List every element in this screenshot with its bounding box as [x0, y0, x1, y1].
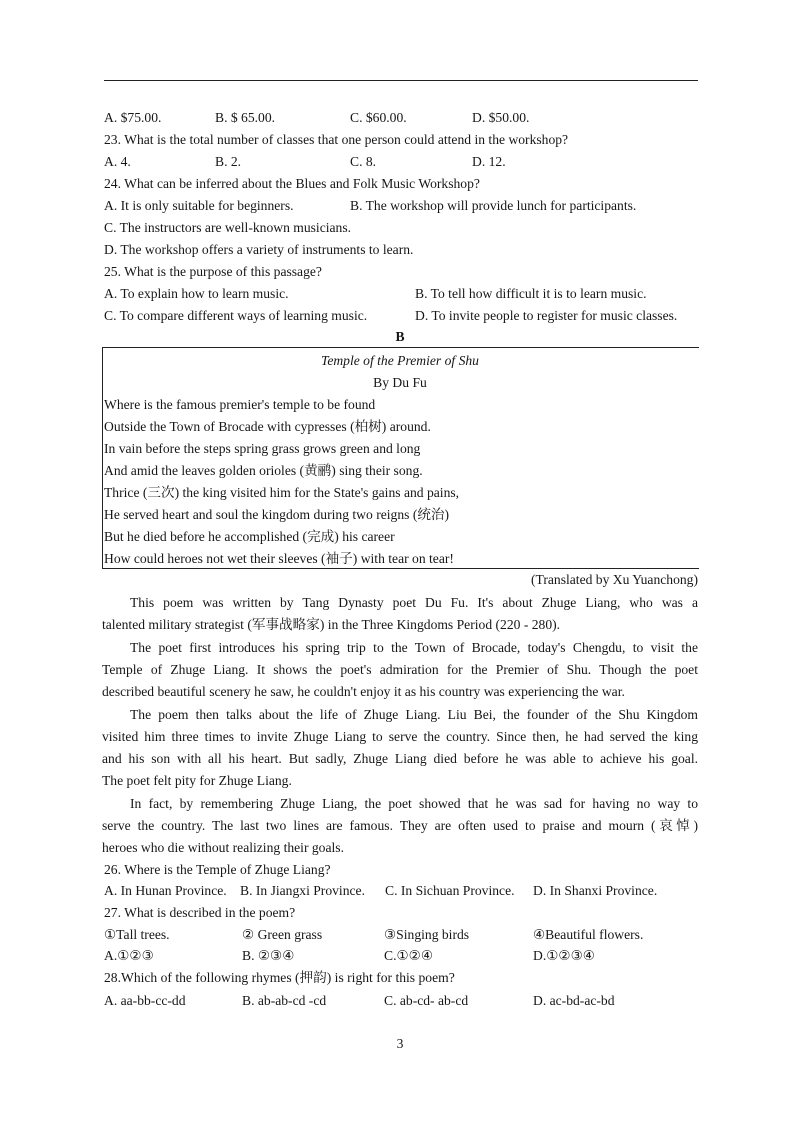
q22-option-c: C. $60.00.: [350, 110, 407, 125]
q28-option-b: B. ab-ab-cd -cd: [242, 993, 327, 1008]
passage-line: In fact, by remembering Zhuge Liang, the poet showed that he was sad for having no way to: [130, 796, 698, 811]
q28-option-c: C. ab-cd- ab-cd: [384, 993, 469, 1008]
header-rule: [104, 80, 698, 81]
poem-line: Thrice (三次) the king visited him for the State's gains and pains,: [104, 485, 460, 500]
poem-line: And amid the leaves golden orioles (黄鹂) sing their song.: [104, 463, 423, 478]
poem-translator: (Translated by Xu Yuanchong): [530, 572, 698, 587]
poem-title: Temple of the Premier of Shu: [321, 353, 479, 368]
q26-option-c: C. In Sichuan Province.: [385, 883, 515, 898]
passage-line: This poem was written by Tang Dynasty poet Du Fu. It's about Zhuge Liang, who was a: [130, 595, 698, 610]
poem-line: Where is the famous premier's temple to be found: [104, 397, 376, 412]
q25-option-d: D. To invite people to register for music classes.: [415, 308, 678, 323]
passage-line: Temple of Zhuge Liang. It shows the poet's admiration for the Premier of Shu. Though the poet: [102, 662, 698, 677]
q23-question: 23. What is the total number of classes that one person could attend in the workshop?: [104, 132, 569, 147]
q27-item: ③Singing birds: [384, 927, 470, 942]
q26-option-b: B. In Jiangxi Province.: [240, 883, 365, 898]
passage-line: heroes who die without realizing their goals.: [102, 840, 344, 855]
section-label: B: [395, 329, 405, 344]
q24-question: 24. What can be inferred about the Blues and Folk Music Workshop?: [104, 176, 480, 191]
q27-option-d: D.①②③④: [533, 948, 595, 963]
q23-option-a: A. 4.: [104, 154, 131, 169]
passage-line: serve the country. The last two lines are famous. They are often used to praise and mourn (哀悼): [102, 818, 698, 833]
q22-option-a: A. $75.00.: [104, 110, 162, 125]
q23-option-d: D. 12.: [472, 154, 506, 169]
poem-line: Outside the Town of Brocade with cypresses (柏树) around.: [104, 419, 431, 434]
q25-question: 25. What is the purpose of this passage?: [104, 264, 322, 279]
q26-option-a: A. In Hunan Province.: [104, 883, 227, 898]
passage-line: The poem then talks about the life of Zhuge Liang. Liu Bei, the founder of the Shu Kingdom: [130, 707, 698, 722]
passage-line: described beautiful scenery he saw, he couldn't enjoy it as his country was experiencing the war.: [102, 684, 625, 699]
passage-line: The poet felt pity for Zhuge Liang.: [102, 773, 292, 788]
passage-line: visited him three times to invite Zhuge Liang to serve the country. Since then, he had served the king: [102, 729, 698, 744]
q25-option-c: C. To compare different ways of learning music.: [104, 308, 368, 323]
q27-option-b: B. ②③④: [242, 948, 295, 963]
q28-question: 28.Which of the following rhymes (押韵) is right for this poem?: [104, 970, 455, 985]
poem-line: He served heart and soul the kingdom during two reigns (统治): [104, 507, 450, 522]
passage-line: The poet first introduces his spring trip to the Town of Brocade, today's Chengdu, to visit the: [130, 640, 698, 655]
q26-option-d: D. In Shanxi Province.: [533, 883, 658, 898]
q25-option-a: A. To explain how to learn music.: [104, 286, 289, 301]
poem-line: In vain before the steps spring grass grows green and long: [104, 441, 421, 456]
q27-question: 27. What is described in the poem?: [104, 905, 296, 920]
passage-line: talented military strategist (军事战略家) in the Three Kingdoms Period (220 - 280).: [102, 617, 561, 632]
passage-line: and his son with all his heart. But sadly, Zhuge Liang died before he was able to achieve his goal.: [102, 751, 698, 766]
q22-option-b: B. $ 65.00.: [215, 110, 276, 125]
q23-option-b: B. 2.: [215, 154, 242, 169]
page-number: 3: [396, 1036, 404, 1051]
q28-option-a: A. aa-bb-cc-dd: [104, 993, 186, 1008]
poem-author: By Du Fu: [373, 375, 427, 390]
q23-option-c: C. 8.: [350, 154, 377, 169]
q27-item: ①Tall trees.: [104, 927, 170, 942]
q27-item: ② Green grass: [242, 927, 323, 942]
q24-option-c: C. The instructors are well-known musicians.: [104, 220, 352, 235]
q28-option-d: D. ac-bd-ac-bd: [533, 993, 615, 1008]
q24-option-d: D. The workshop offers a variety of instruments to learn.: [104, 242, 414, 257]
q27-option-a: A.①②③: [104, 948, 154, 963]
q24-option-a: A. It is only suitable for beginners.: [104, 198, 294, 213]
poem-line: How could heroes not wet their sleeves (袖子) with tear on tear!: [104, 551, 454, 566]
q24-option-b: B. The workshop will provide lunch for participants.: [350, 198, 637, 213]
q27-option-c: C.①②④: [384, 948, 434, 963]
q22-option-d: D. $50.00.: [472, 110, 530, 125]
q27-item: ④Beautiful flowers.: [533, 927, 644, 942]
q25-option-b: B. To tell how difficult it is to learn music.: [415, 286, 647, 301]
poem-line: But he died before he accomplished (完成) his career: [104, 529, 395, 544]
q26-question: 26. Where is the Temple of Zhuge Liang?: [104, 862, 331, 877]
